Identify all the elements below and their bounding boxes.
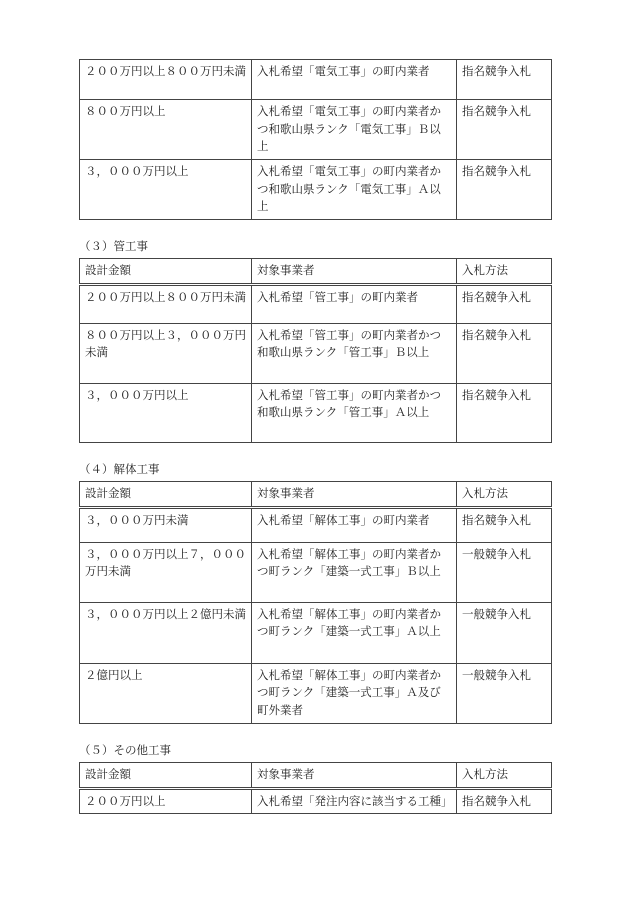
target-contractor-cell: 入札希望「解体工事」の町内業者かつ町ランク「建築一式工事」Ｂ以上	[252, 542, 457, 602]
design-amount-cell: ２００万円以上８００万円未満	[80, 60, 252, 100]
column-header-bidding-method: 入札方法	[457, 481, 552, 507]
table-row	[80, 60, 552, 100]
section-heading-pipe-work: （３）管工事	[79, 238, 148, 253]
other-work-table	[79, 762, 552, 815]
bidding-method-cell: 指名競争入札	[457, 284, 552, 323]
design-amount-cell: ２００万円以上８００万円未満	[80, 284, 252, 323]
target-contractor-cell: 入札希望「電気工事」の町内業者かつ和歌山県ランク「電気工事」Ａ以上	[252, 160, 457, 220]
bidding-method-cell: 指名競争入札	[457, 60, 552, 100]
design-amount-cell: ８００万円以上	[80, 100, 252, 160]
target-contractor-cell: 入札希望「電気工事」の町内業者	[252, 60, 457, 100]
bidding-method-cell: 指名競争入札	[457, 323, 552, 383]
table-row	[80, 507, 552, 542]
bidding-method-cell: 指名競争入札	[457, 100, 552, 160]
column-header-bidding-method: 入札方法	[457, 762, 552, 788]
table-header-row	[80, 762, 552, 788]
table-row	[80, 383, 552, 442]
bidding-method-cell: 指名競争入札	[457, 160, 552, 220]
column-header-design-amount: 設計金額	[80, 258, 252, 284]
bidding-method-cell: 一般競争入札	[457, 602, 552, 663]
table-row	[80, 284, 552, 323]
column-header-target-contractor: 対象事業者	[252, 481, 457, 507]
table-row	[80, 323, 552, 383]
section-heading-demolition-work: （４）解体工事	[79, 461, 160, 476]
design-amount-cell: ８００万円以上３，０００万円未満	[80, 323, 252, 383]
target-contractor-cell: 入札希望「解体工事」の町内業者かつ町ランク「建築一式工事」Ａ以上	[252, 602, 457, 663]
bidding-method-cell: 指名競争入札	[457, 383, 552, 442]
design-amount-cell: ２００万円以上	[80, 788, 252, 814]
bidding-method-cell: 一般競争入札	[457, 542, 552, 602]
table-header-row	[80, 258, 552, 284]
pipe-work-table	[79, 258, 552, 443]
target-contractor-cell: 入札希望「管工事」の町内業者かつ和歌山県ランク「管工事」Ａ以上	[252, 383, 457, 442]
table-header-row	[80, 481, 552, 507]
section-heading-other-work: （５）その他工事	[79, 742, 171, 757]
electrical-work-table	[79, 59, 552, 220]
column-header-target-contractor: 対象事業者	[252, 762, 457, 788]
bidding-method-cell: 一般競争入札	[457, 663, 552, 723]
design-amount-cell: ３，０００万円以上２億円未満	[80, 602, 252, 663]
table-row	[80, 788, 552, 814]
target-contractor-cell: 入札希望「管工事」の町内業者かつ和歌山県ランク「管工事」Ｂ以上	[252, 323, 457, 383]
bidding-method-cell: 指名競争入札	[457, 507, 552, 542]
table-row	[80, 100, 552, 160]
target-contractor-cell: 入札希望「電気工事」の町内業者かつ和歌山県ランク「電気工事」Ｂ以上	[252, 100, 457, 160]
table-row	[80, 542, 552, 602]
design-amount-cell: ３，０００万円以上７，０００万円未満	[80, 542, 252, 602]
target-contractor-cell: 入札希望「解体工事」の町内業者かつ町ランク「建築一式工事」Ａ及び町外業者	[252, 663, 457, 723]
column-header-design-amount: 設計金額	[80, 481, 252, 507]
target-contractor-cell: 入札希望「解体工事」の町内業者	[252, 507, 457, 542]
table-row	[80, 602, 552, 663]
demolition-work-table	[79, 481, 552, 724]
design-amount-cell: ３，０００万円未満	[80, 507, 252, 542]
design-amount-cell: ２億円以上	[80, 663, 252, 723]
design-amount-cell: ３，０００万円以上	[80, 160, 252, 220]
bidding-method-cell: 指名競争入札	[457, 788, 552, 814]
design-amount-cell: ３，０００万円以上	[80, 383, 252, 442]
column-header-target-contractor: 対象事業者	[252, 258, 457, 284]
target-contractor-cell: 入札希望「管工事」の町内業者	[252, 284, 457, 323]
target-contractor-cell: 入札希望「発注内容に該当する工種」	[252, 788, 457, 814]
table-row	[80, 663, 552, 723]
document-page	[79, 59, 551, 814]
column-header-bidding-method: 入札方法	[457, 258, 552, 284]
column-header-design-amount: 設計金額	[80, 762, 252, 788]
table-row	[80, 160, 552, 220]
